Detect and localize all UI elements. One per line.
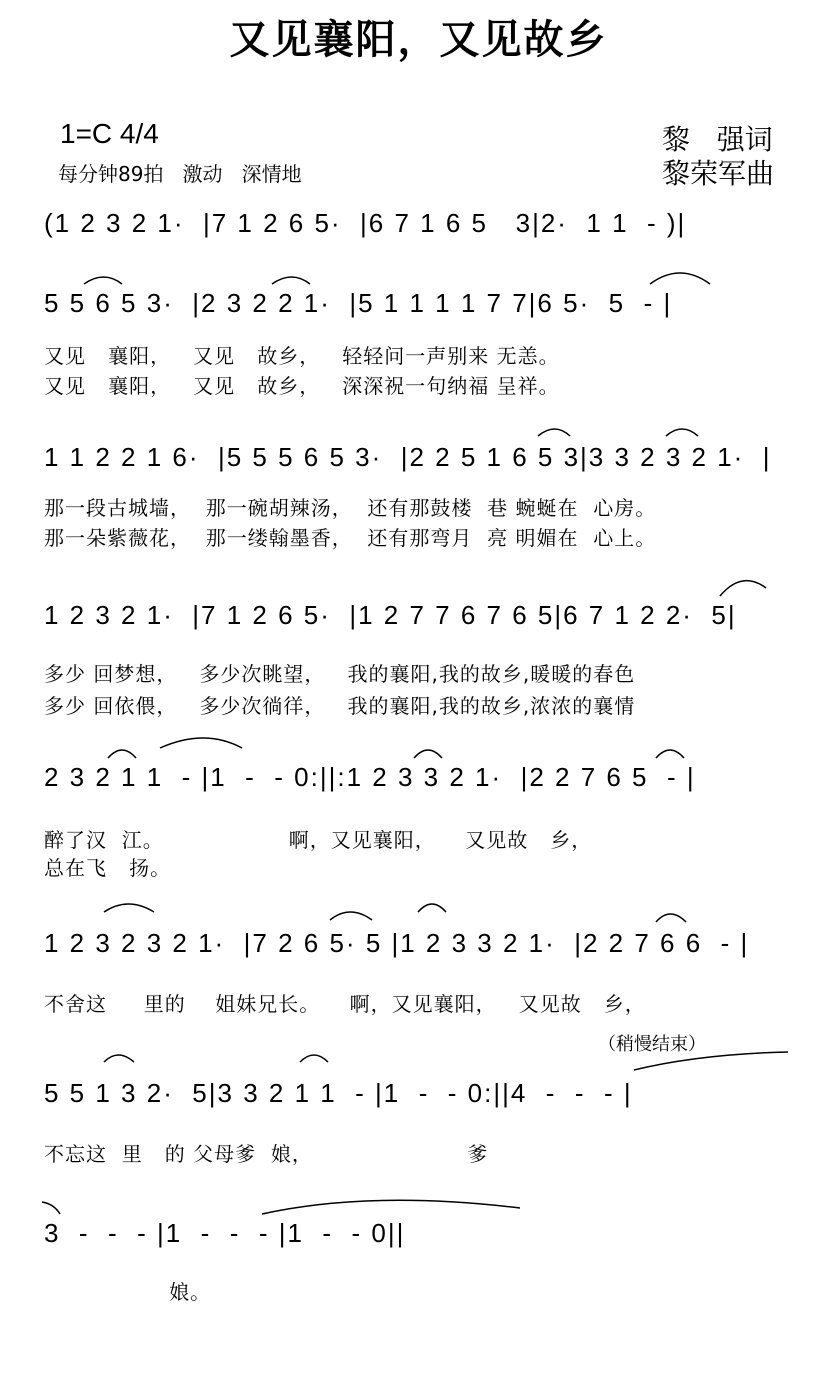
song-title: 又见襄阳，又见故乡	[229, 17, 608, 63]
lyric-line: 多少 回梦想， 多少次眺望， 我的襄阳,我的故乡,暖暖的春色	[44, 662, 636, 686]
slur-mark	[656, 750, 684, 758]
score-line: 5 5 6 5 3· |2 3 2 2 1· |5 1 1 1 1 7 7|6 5· 5 - |	[44, 288, 673, 318]
slur-mark	[418, 904, 446, 912]
key-signature: 1=C 4/4	[60, 118, 159, 149]
score-line: 1 2 3 2 1· |7 1 2 6 5· |1 2 7 7 6 7 6 5|6 7 1 2 2· 5|	[44, 600, 737, 630]
score-line: 1 2 3 2 3 2 1· |7 2 6 5· 5 |1 2 3 3 2 1· |2 2 7 6 6 - |	[44, 928, 750, 958]
score-line: 3 - - - |1 - - - |1 - - 0||	[44, 1218, 406, 1248]
slur-mark	[330, 912, 372, 920]
slur-mark	[262, 1200, 520, 1214]
lyric-line: 醉了汉 江。 啊，又见襄阳， 又见故 乡，	[44, 828, 593, 852]
lyric-line: 又见 襄阳， 又见 故乡， 深深祝一句纳福 呈祥。	[44, 374, 560, 398]
lyric-line: 多少 回依偎， 多少次徜徉， 我的襄阳,我的故乡,浓浓的襄情	[44, 694, 636, 718]
slur-mark	[104, 904, 154, 912]
slur-mark	[656, 914, 686, 922]
lyric-line: 总在飞 扬。	[44, 856, 172, 880]
slur-mark	[414, 750, 442, 758]
slur-mark	[538, 429, 570, 436]
slur-mark	[300, 1055, 328, 1062]
composer-credit: 黎荣军曲	[662, 157, 775, 190]
slur-mark	[108, 750, 136, 758]
lyric-line: 娘。	[44, 1280, 212, 1304]
slur-mark	[84, 277, 122, 284]
lyric-line: 那一朵紫薇花， 那一缕翰墨香， 还有那弯月 亮 明媚在 心上。	[44, 526, 657, 550]
slur-mark	[272, 277, 310, 284]
slur-mark	[650, 273, 710, 284]
ending-note: （稍慢结束）	[598, 1034, 706, 1055]
slur-mark	[666, 429, 698, 436]
lyric-line: 那一段古城墙， 那一碗胡辣汤， 还有那鼓楼 巷 蜿蜒在 心房。	[44, 496, 657, 520]
score-line: 5 5 1 3 2· 5|3 3 2 1 1 - |1 - - 0:||4 - - - |	[44, 1078, 633, 1108]
lyricist-credit: 黎 强词	[662, 123, 773, 156]
score-line: 2 3 2 1 1 - |1 - - 0:||:1 2 3 3 2 1· |2 2 7 6 5 - |	[44, 762, 696, 792]
score-line: (1 2 3 2 1· |7 1 2 6 5· |6 7 1 6 5 3|2· 1 1 - )|	[44, 208, 687, 238]
slur-mark	[42, 1202, 60, 1214]
lyric-line: 又见 襄阳， 又见 故乡， 轻轻问一声别来 无恙。	[44, 344, 560, 368]
lyric-line: 不忘这 里 的 父母爹 娘， 爹	[44, 1142, 489, 1166]
slur-mark	[160, 738, 242, 748]
slur-mark	[104, 1055, 134, 1062]
slur-mark	[720, 581, 766, 596]
score-line: 1 1 2 2 1 6· |5 5 5 6 5 3· |2 2 5 1 6 5 3|3 3 2 3 2 1· |	[44, 442, 772, 472]
lyric-line: 不舍这 里的 姐妹兄长。 啊，又见襄阳， 又见故 乡，	[44, 992, 646, 1016]
tempo-marking: 每分钟89拍 激动 深情地	[58, 162, 302, 186]
